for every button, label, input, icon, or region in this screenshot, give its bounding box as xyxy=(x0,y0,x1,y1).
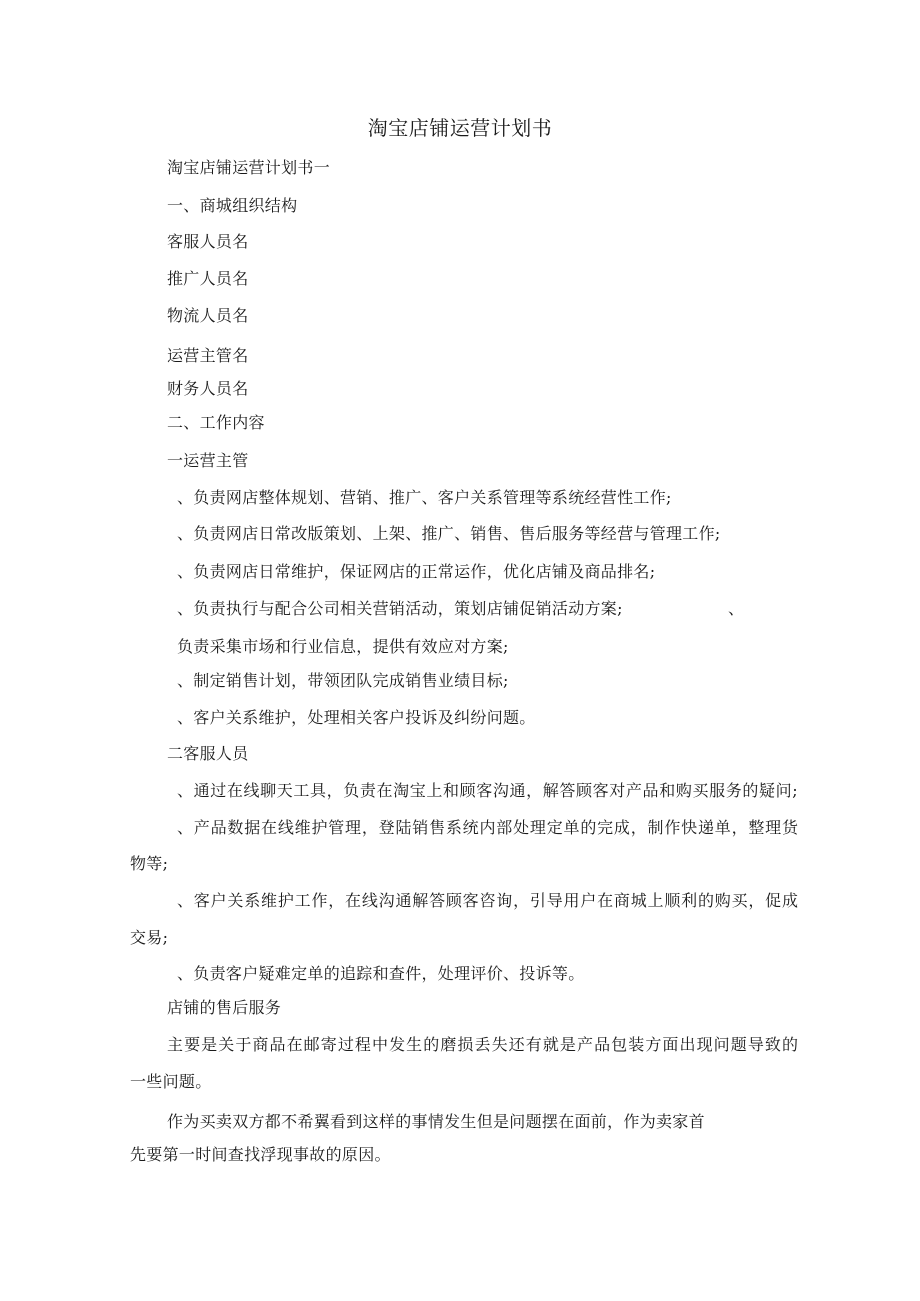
manager-item-4: 、负责执行与配合公司相关营销活动，策划店铺促销活动方案; xyxy=(177,599,623,618)
role-logistics: 物流人员名 xyxy=(167,306,249,325)
service-item-3-line-1: 、客户关系维护工作，在线沟通解答顾客咨询，引导用户在商城上顺利的购买，促成 xyxy=(177,891,798,910)
role-operations-manager: 运营主管名 xyxy=(167,346,249,365)
role-promotion: 推广人员名 xyxy=(167,269,249,288)
service-item-3-line-2: 交易; xyxy=(130,928,169,947)
section2-heading: 二、工作内容 xyxy=(167,413,265,432)
service-item-1: 、通过在线聊天工具，负责在淘宝上和顾客沟通，解答顾客对产品和购买服务的疑问; xyxy=(177,781,797,800)
role-customer-service: 客服人员名 xyxy=(167,232,249,251)
role-finance: 财务人员名 xyxy=(167,379,249,398)
after-sales-p2-line-2: 先要第一时间查找浮现事故的原因。 xyxy=(130,1145,391,1164)
after-sales-p1-line-2: 一些问题。 xyxy=(130,1072,212,1091)
stray-mark: 、 xyxy=(728,599,745,618)
service-item-4: 、负责客户疑难定单的追踪和查件，处理评价、投诉等。 xyxy=(177,964,585,983)
service-heading: 二客服人员 xyxy=(167,744,249,763)
manager-item-5: 负责采集市场和行业信息，提供有效应对方案; xyxy=(177,637,509,656)
manager-item-6: 、制定销售计划，带领团队完成销售业绩目标; xyxy=(177,671,509,690)
document-subtitle: 淘宝店铺运营计划书一 xyxy=(167,158,331,177)
section1-heading: 一、商城组织结构 xyxy=(167,196,298,215)
manager-item-3: 、负责网店日常维护，保证网店的正常运作，优化店铺及商品排名; xyxy=(177,562,656,581)
manager-item-1: 、负责网店整体规划、营销、推广、客户关系管理等系统经营性工作; xyxy=(177,488,672,507)
manager-heading: 一运营主管 xyxy=(167,451,249,470)
manager-item-2: 、负责网店日常改版策划、上架、推广、销售、售后服务等经营与管理工作; xyxy=(177,524,721,543)
service-item-2-line-1: 、产品数据在线维护管理，登陆销售系统内部处理定单的完成，制作快递单，整理货 xyxy=(177,818,798,837)
after-sales-p2-line-1: 作为买卖双方都不希翼看到这样的事情发生但是问题摆在面前，作为卖家首 xyxy=(167,1112,705,1131)
manager-item-7: 、客户关系维护，处理相关客户投诉及纠纷问题。 xyxy=(177,708,536,727)
service-item-2-line-2: 物等; xyxy=(130,854,169,873)
after-sales-p1-line-1: 主要是关于商品在邮寄过程中发生的磨损丢失还有就是产品包装方面出现问题导致的 xyxy=(167,1035,798,1054)
after-sales-heading: 店铺的售后服务 xyxy=(167,998,282,1017)
document-title: 淘宝店铺运营计划书 xyxy=(367,116,553,140)
